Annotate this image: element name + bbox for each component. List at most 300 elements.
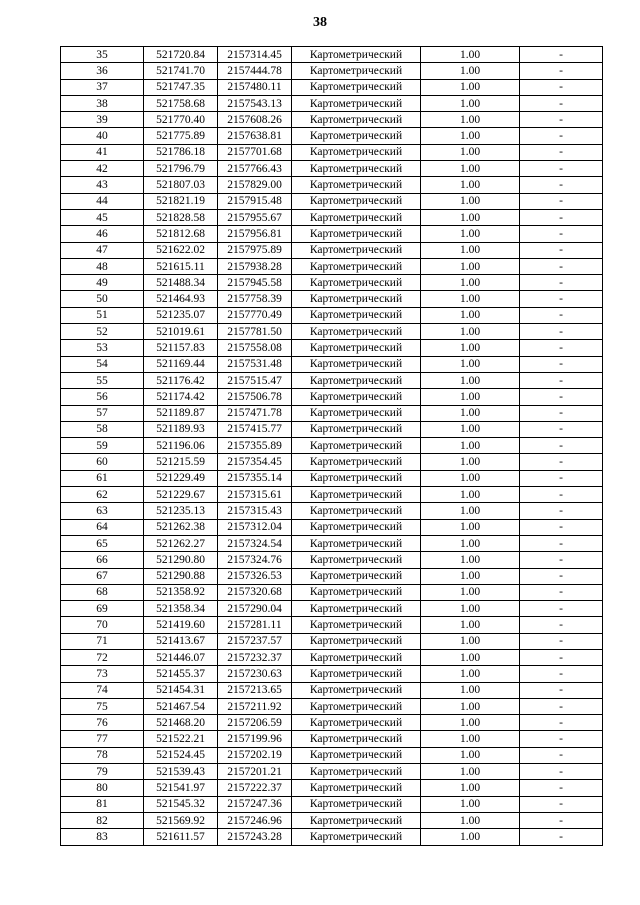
point-number-cell: 70 xyxy=(61,617,144,633)
x-coordinate-cell: 521468.20 xyxy=(144,715,218,731)
note-cell: - xyxy=(520,535,603,551)
y-coordinate-cell: 2157206.59 xyxy=(218,715,292,731)
y-coordinate-cell: 2157354.45 xyxy=(218,454,292,470)
note-cell: - xyxy=(520,519,603,535)
table-row xyxy=(61,340,603,356)
method-cell: Картометрический xyxy=(292,193,421,209)
table-row xyxy=(61,144,603,160)
point-number-cell: 35 xyxy=(61,47,144,63)
accuracy-cell: 1.00 xyxy=(421,438,520,454)
note-cell: - xyxy=(520,617,603,633)
y-coordinate-cell: 2157415.77 xyxy=(218,421,292,437)
method-cell: Картометрический xyxy=(292,340,421,356)
note-cell: - xyxy=(520,307,603,323)
accuracy-cell: 1.00 xyxy=(421,275,520,291)
x-coordinate-cell: 521569.92 xyxy=(144,812,218,828)
accuracy-cell: 1.00 xyxy=(421,519,520,535)
note-cell: - xyxy=(520,177,603,193)
x-coordinate-cell: 521812.68 xyxy=(144,226,218,242)
method-cell: Картометрический xyxy=(292,356,421,372)
table-row xyxy=(61,617,603,633)
table-row xyxy=(61,666,603,682)
y-coordinate-cell: 2157237.57 xyxy=(218,633,292,649)
x-coordinate-cell: 521176.42 xyxy=(144,372,218,388)
point-number-cell: 73 xyxy=(61,666,144,682)
x-coordinate-cell: 521446.07 xyxy=(144,649,218,665)
point-number-cell: 65 xyxy=(61,535,144,551)
method-cell: Картометрический xyxy=(292,796,421,812)
method-cell: Картометрический xyxy=(292,405,421,421)
x-coordinate-cell: 521720.84 xyxy=(144,47,218,63)
method-cell: Картометрический xyxy=(292,275,421,291)
method-cell: Картометрический xyxy=(292,389,421,405)
accuracy-cell: 1.00 xyxy=(421,209,520,225)
x-coordinate-cell: 521189.93 xyxy=(144,421,218,437)
note-cell: - xyxy=(520,389,603,405)
table-row xyxy=(61,812,603,828)
accuracy-cell: 1.00 xyxy=(421,291,520,307)
method-cell: Картометрический xyxy=(292,372,421,388)
point-number-cell: 60 xyxy=(61,454,144,470)
x-coordinate-cell: 521290.80 xyxy=(144,552,218,568)
method-cell: Картометрический xyxy=(292,324,421,340)
point-number-cell: 77 xyxy=(61,731,144,747)
y-coordinate-cell: 2157324.54 xyxy=(218,535,292,551)
table-row xyxy=(61,584,603,600)
table-row xyxy=(61,649,603,665)
y-coordinate-cell: 2157770.49 xyxy=(218,307,292,323)
table-row xyxy=(61,372,603,388)
note-cell: - xyxy=(520,601,603,617)
x-coordinate-cell: 521169.44 xyxy=(144,356,218,372)
method-cell: Картометрический xyxy=(292,519,421,535)
note-cell: - xyxy=(520,633,603,649)
y-coordinate-cell: 2157975.89 xyxy=(218,242,292,258)
accuracy-cell: 1.00 xyxy=(421,731,520,747)
method-cell: Картометрический xyxy=(292,780,421,796)
note-cell: - xyxy=(520,226,603,242)
x-coordinate-cell: 521807.03 xyxy=(144,177,218,193)
x-coordinate-cell: 521539.43 xyxy=(144,764,218,780)
x-coordinate-cell: 521174.42 xyxy=(144,389,218,405)
x-coordinate-cell: 521522.21 xyxy=(144,731,218,747)
note-cell: - xyxy=(520,796,603,812)
x-coordinate-cell: 521358.92 xyxy=(144,584,218,600)
y-coordinate-cell: 2157314.45 xyxy=(218,47,292,63)
note-cell: - xyxy=(520,470,603,486)
x-coordinate-cell: 521454.31 xyxy=(144,682,218,698)
x-coordinate-cell: 521229.49 xyxy=(144,470,218,486)
method-cell: Картометрический xyxy=(292,454,421,470)
note-cell: - xyxy=(520,324,603,340)
accuracy-cell: 1.00 xyxy=(421,780,520,796)
point-number-cell: 40 xyxy=(61,128,144,144)
method-cell: Картометрический xyxy=(292,698,421,714)
note-cell: - xyxy=(520,112,603,128)
accuracy-cell: 1.00 xyxy=(421,144,520,160)
point-number-cell: 46 xyxy=(61,226,144,242)
table-row xyxy=(61,682,603,698)
point-number-cell: 47 xyxy=(61,242,144,258)
accuracy-cell: 1.00 xyxy=(421,193,520,209)
x-coordinate-cell: 521262.27 xyxy=(144,535,218,551)
accuracy-cell: 1.00 xyxy=(421,568,520,584)
table-row xyxy=(61,503,603,519)
y-coordinate-cell: 2157515.47 xyxy=(218,372,292,388)
method-cell: Картометрический xyxy=(292,79,421,95)
point-number-cell: 56 xyxy=(61,389,144,405)
accuracy-cell: 1.00 xyxy=(421,112,520,128)
x-coordinate-cell: 521464.93 xyxy=(144,291,218,307)
accuracy-cell: 1.00 xyxy=(421,747,520,763)
method-cell: Картометрический xyxy=(292,95,421,111)
table-row xyxy=(61,242,603,258)
x-coordinate-cell: 521290.88 xyxy=(144,568,218,584)
y-coordinate-cell: 2157246.96 xyxy=(218,812,292,828)
table-row xyxy=(61,47,603,63)
accuracy-cell: 1.00 xyxy=(421,372,520,388)
accuracy-cell: 1.00 xyxy=(421,633,520,649)
accuracy-cell: 1.00 xyxy=(421,535,520,551)
point-number-cell: 41 xyxy=(61,144,144,160)
method-cell: Картометрический xyxy=(292,226,421,242)
point-number-cell: 54 xyxy=(61,356,144,372)
note-cell: - xyxy=(520,682,603,698)
method-cell: Картометрический xyxy=(292,552,421,568)
x-coordinate-cell: 521358.34 xyxy=(144,601,218,617)
y-coordinate-cell: 2157201.21 xyxy=(218,764,292,780)
method-cell: Картометрический xyxy=(292,470,421,486)
table-row xyxy=(61,633,603,649)
y-coordinate-cell: 2157230.63 xyxy=(218,666,292,682)
method-cell: Картометрический xyxy=(292,812,421,828)
y-coordinate-cell: 2157506.78 xyxy=(218,389,292,405)
y-coordinate-cell: 2157558.08 xyxy=(218,340,292,356)
method-cell: Картометрический xyxy=(292,128,421,144)
method-cell: Картометрический xyxy=(292,258,421,274)
coordinates-table xyxy=(60,46,603,846)
y-coordinate-cell: 2157608.26 xyxy=(218,112,292,128)
note-cell: - xyxy=(520,242,603,258)
method-cell: Картометрический xyxy=(292,177,421,193)
y-coordinate-cell: 2157956.81 xyxy=(218,226,292,242)
point-number-cell: 71 xyxy=(61,633,144,649)
y-coordinate-cell: 2157320.68 xyxy=(218,584,292,600)
note-cell: - xyxy=(520,291,603,307)
y-coordinate-cell: 2157480.11 xyxy=(218,79,292,95)
accuracy-cell: 1.00 xyxy=(421,617,520,633)
accuracy-cell: 1.00 xyxy=(421,258,520,274)
accuracy-cell: 1.00 xyxy=(421,584,520,600)
point-number-cell: 80 xyxy=(61,780,144,796)
note-cell: - xyxy=(520,666,603,682)
point-number-cell: 51 xyxy=(61,307,144,323)
point-number-cell: 43 xyxy=(61,177,144,193)
y-coordinate-cell: 2157324.76 xyxy=(218,552,292,568)
x-coordinate-cell: 521615.11 xyxy=(144,258,218,274)
note-cell: - xyxy=(520,161,603,177)
x-coordinate-cell: 521775.89 xyxy=(144,128,218,144)
method-cell: Картометрический xyxy=(292,112,421,128)
table-row xyxy=(61,112,603,128)
note-cell: - xyxy=(520,552,603,568)
y-coordinate-cell: 2157213.65 xyxy=(218,682,292,698)
note-cell: - xyxy=(520,715,603,731)
x-coordinate-cell: 521545.32 xyxy=(144,796,218,812)
note-cell: - xyxy=(520,340,603,356)
point-number-cell: 48 xyxy=(61,258,144,274)
method-cell: Картометрический xyxy=(292,421,421,437)
note-cell: - xyxy=(520,275,603,291)
accuracy-cell: 1.00 xyxy=(421,487,520,503)
table-row xyxy=(61,454,603,470)
y-coordinate-cell: 2157281.11 xyxy=(218,617,292,633)
point-number-cell: 66 xyxy=(61,552,144,568)
table-row xyxy=(61,731,603,747)
method-cell: Картометрический xyxy=(292,242,421,258)
point-number-cell: 67 xyxy=(61,568,144,584)
accuracy-cell: 1.00 xyxy=(421,812,520,828)
accuracy-cell: 1.00 xyxy=(421,242,520,258)
accuracy-cell: 1.00 xyxy=(421,356,520,372)
point-number-cell: 52 xyxy=(61,324,144,340)
point-number-cell: 42 xyxy=(61,161,144,177)
table-row xyxy=(61,79,603,95)
y-coordinate-cell: 2157945.58 xyxy=(218,275,292,291)
table-row xyxy=(61,177,603,193)
method-cell: Картометрический xyxy=(292,764,421,780)
note-cell: - xyxy=(520,258,603,274)
method-cell: Картометрический xyxy=(292,617,421,633)
point-number-cell: 64 xyxy=(61,519,144,535)
y-coordinate-cell: 2157543.13 xyxy=(218,95,292,111)
point-number-cell: 63 xyxy=(61,503,144,519)
accuracy-cell: 1.00 xyxy=(421,63,520,79)
note-cell: - xyxy=(520,829,603,845)
note-cell: - xyxy=(520,731,603,747)
accuracy-cell: 1.00 xyxy=(421,95,520,111)
x-coordinate-cell: 521455.37 xyxy=(144,666,218,682)
y-coordinate-cell: 2157202.19 xyxy=(218,747,292,763)
method-cell: Картометрический xyxy=(292,829,421,845)
method-cell: Картометрический xyxy=(292,633,421,649)
point-number-cell: 83 xyxy=(61,829,144,845)
point-number-cell: 81 xyxy=(61,796,144,812)
point-number-cell: 39 xyxy=(61,112,144,128)
note-cell: - xyxy=(520,209,603,225)
y-coordinate-cell: 2157938.28 xyxy=(218,258,292,274)
method-cell: Картометрический xyxy=(292,47,421,63)
table-row xyxy=(61,389,603,405)
accuracy-cell: 1.00 xyxy=(421,666,520,682)
method-cell: Картометрический xyxy=(292,715,421,731)
accuracy-cell: 1.00 xyxy=(421,454,520,470)
y-coordinate-cell: 2157701.68 xyxy=(218,144,292,160)
method-cell: Картометрический xyxy=(292,307,421,323)
accuracy-cell: 1.00 xyxy=(421,796,520,812)
table-row xyxy=(61,747,603,763)
x-coordinate-cell: 521467.54 xyxy=(144,698,218,714)
page-number: 38 xyxy=(313,15,327,30)
x-coordinate-cell: 521215.59 xyxy=(144,454,218,470)
y-coordinate-cell: 2157766.43 xyxy=(218,161,292,177)
table-row xyxy=(61,324,603,340)
point-number-cell: 45 xyxy=(61,209,144,225)
note-cell: - xyxy=(520,356,603,372)
point-number-cell: 55 xyxy=(61,372,144,388)
table-row xyxy=(61,226,603,242)
x-coordinate-cell: 521758.68 xyxy=(144,95,218,111)
point-number-cell: 44 xyxy=(61,193,144,209)
x-coordinate-cell: 521622.02 xyxy=(144,242,218,258)
y-coordinate-cell: 2157955.67 xyxy=(218,209,292,225)
point-number-cell: 38 xyxy=(61,95,144,111)
y-coordinate-cell: 2157326.53 xyxy=(218,568,292,584)
table-row xyxy=(61,405,603,421)
note-cell: - xyxy=(520,649,603,665)
note-cell: - xyxy=(520,503,603,519)
y-coordinate-cell: 2157312.04 xyxy=(218,519,292,535)
table-row xyxy=(61,470,603,486)
table-row xyxy=(61,535,603,551)
note-cell: - xyxy=(520,193,603,209)
table-row xyxy=(61,275,603,291)
x-coordinate-cell: 521611.57 xyxy=(144,829,218,845)
x-coordinate-cell: 521189.87 xyxy=(144,405,218,421)
y-coordinate-cell: 2157638.81 xyxy=(218,128,292,144)
point-number-cell: 59 xyxy=(61,438,144,454)
table-row xyxy=(61,291,603,307)
point-number-cell: 82 xyxy=(61,812,144,828)
y-coordinate-cell: 2157222.37 xyxy=(218,780,292,796)
table-row xyxy=(61,715,603,731)
table-row xyxy=(61,307,603,323)
x-coordinate-cell: 521821.19 xyxy=(144,193,218,209)
accuracy-cell: 1.00 xyxy=(421,177,520,193)
x-coordinate-cell: 521828.58 xyxy=(144,209,218,225)
table-row xyxy=(61,568,603,584)
method-cell: Картометрический xyxy=(292,747,421,763)
y-coordinate-cell: 2157355.89 xyxy=(218,438,292,454)
note-cell: - xyxy=(520,63,603,79)
y-coordinate-cell: 2157199.96 xyxy=(218,731,292,747)
point-number-cell: 76 xyxy=(61,715,144,731)
x-coordinate-cell: 521786.18 xyxy=(144,144,218,160)
note-cell: - xyxy=(520,421,603,437)
table-row xyxy=(61,764,603,780)
y-coordinate-cell: 2157471.78 xyxy=(218,405,292,421)
x-coordinate-cell: 521541.97 xyxy=(144,780,218,796)
accuracy-cell: 1.00 xyxy=(421,161,520,177)
x-coordinate-cell: 521524.45 xyxy=(144,747,218,763)
x-coordinate-cell: 521488.34 xyxy=(144,275,218,291)
accuracy-cell: 1.00 xyxy=(421,405,520,421)
method-cell: Картометрический xyxy=(292,63,421,79)
table-row xyxy=(61,601,603,617)
note-cell: - xyxy=(520,144,603,160)
point-number-cell: 57 xyxy=(61,405,144,421)
x-coordinate-cell: 521196.06 xyxy=(144,438,218,454)
method-cell: Картометрический xyxy=(292,731,421,747)
y-coordinate-cell: 2157315.61 xyxy=(218,487,292,503)
accuracy-cell: 1.00 xyxy=(421,226,520,242)
method-cell: Картометрический xyxy=(292,161,421,177)
y-coordinate-cell: 2157444.78 xyxy=(218,63,292,79)
note-cell: - xyxy=(520,47,603,63)
method-cell: Картометрический xyxy=(292,535,421,551)
x-coordinate-cell: 521019.61 xyxy=(144,324,218,340)
y-coordinate-cell: 2157290.04 xyxy=(218,601,292,617)
y-coordinate-cell: 2157355.14 xyxy=(218,470,292,486)
method-cell: Картометрический xyxy=(292,584,421,600)
table-row xyxy=(61,552,603,568)
x-coordinate-cell: 521229.67 xyxy=(144,487,218,503)
accuracy-cell: 1.00 xyxy=(421,307,520,323)
point-number-cell: 68 xyxy=(61,584,144,600)
method-cell: Картометрический xyxy=(292,144,421,160)
x-coordinate-cell: 521235.13 xyxy=(144,503,218,519)
point-number-cell: 49 xyxy=(61,275,144,291)
y-coordinate-cell: 2157247.36 xyxy=(218,796,292,812)
x-coordinate-cell: 521747.35 xyxy=(144,79,218,95)
table-row xyxy=(61,356,603,372)
table-row xyxy=(61,63,603,79)
point-number-cell: 61 xyxy=(61,470,144,486)
y-coordinate-cell: 2157531.48 xyxy=(218,356,292,372)
method-cell: Картометрический xyxy=(292,649,421,665)
table-row xyxy=(61,829,603,845)
note-cell: - xyxy=(520,454,603,470)
note-cell: - xyxy=(520,372,603,388)
table-row xyxy=(61,487,603,503)
x-coordinate-cell: 521770.40 xyxy=(144,112,218,128)
method-cell: Картометрический xyxy=(292,682,421,698)
accuracy-cell: 1.00 xyxy=(421,470,520,486)
y-coordinate-cell: 2157211.92 xyxy=(218,698,292,714)
y-coordinate-cell: 2157781.50 xyxy=(218,324,292,340)
point-number-cell: 53 xyxy=(61,340,144,356)
accuracy-cell: 1.00 xyxy=(421,503,520,519)
table-row xyxy=(61,95,603,111)
point-number-cell: 79 xyxy=(61,764,144,780)
point-number-cell: 74 xyxy=(61,682,144,698)
point-number-cell: 78 xyxy=(61,747,144,763)
accuracy-cell: 1.00 xyxy=(421,715,520,731)
point-number-cell: 62 xyxy=(61,487,144,503)
table-row xyxy=(61,128,603,144)
accuracy-cell: 1.00 xyxy=(421,340,520,356)
accuracy-cell: 1.00 xyxy=(421,79,520,95)
accuracy-cell: 1.00 xyxy=(421,47,520,63)
point-number-cell: 58 xyxy=(61,421,144,437)
method-cell: Картометрический xyxy=(292,438,421,454)
accuracy-cell: 1.00 xyxy=(421,552,520,568)
method-cell: Картометрический xyxy=(292,487,421,503)
y-coordinate-cell: 2157315.43 xyxy=(218,503,292,519)
note-cell: - xyxy=(520,438,603,454)
accuracy-cell: 1.00 xyxy=(421,128,520,144)
x-coordinate-cell: 521741.70 xyxy=(144,63,218,79)
accuracy-cell: 1.00 xyxy=(421,682,520,698)
note-cell: - xyxy=(520,747,603,763)
table-row xyxy=(61,161,603,177)
table-row xyxy=(61,796,603,812)
table-row xyxy=(61,438,603,454)
x-coordinate-cell: 521413.67 xyxy=(144,633,218,649)
note-cell: - xyxy=(520,128,603,144)
note-cell: - xyxy=(520,79,603,95)
note-cell: - xyxy=(520,812,603,828)
